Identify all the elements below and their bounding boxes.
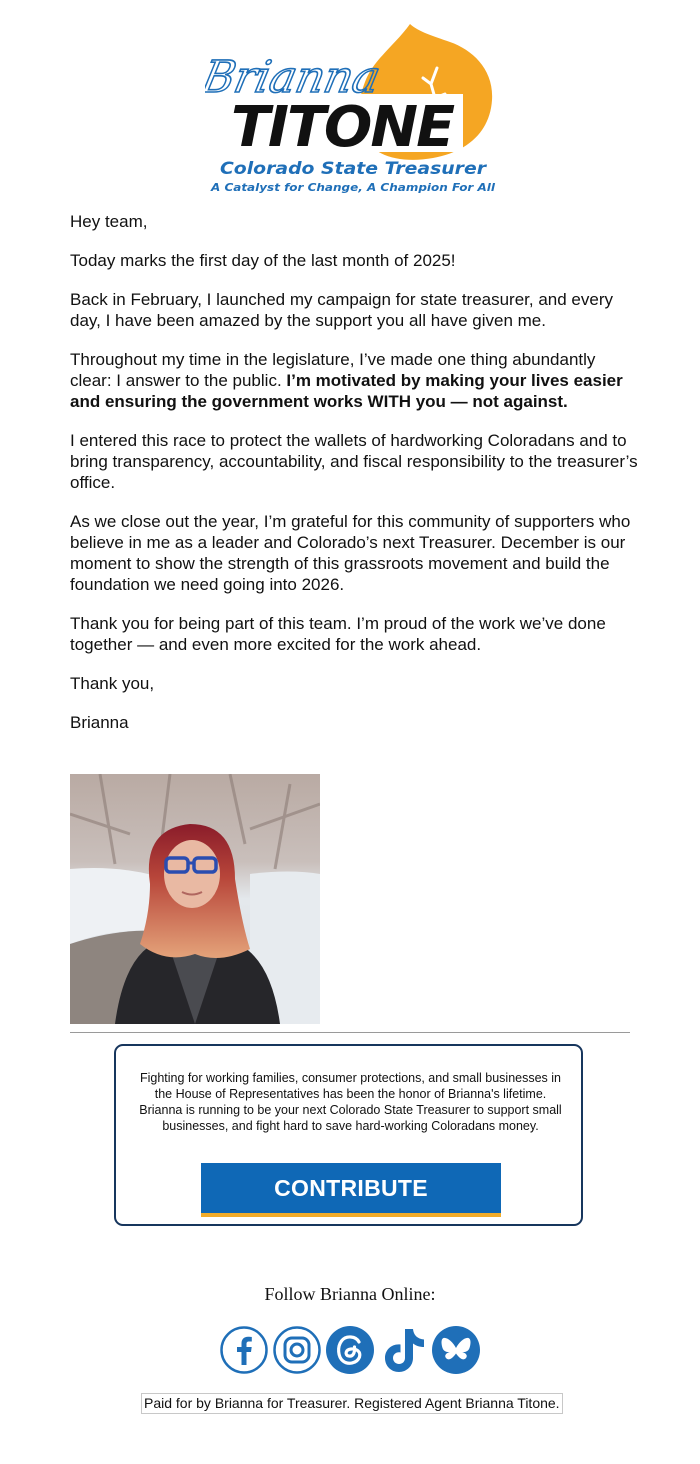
instagram-icon — [272, 1325, 322, 1375]
svg-text:TITONE: TITONE — [231, 95, 455, 160]
paid-for-disclaimer: Paid for by Brianna for Treasurer. Registered Agent Brianna Titone. — [141, 1393, 563, 1414]
paragraph-3 — [70, 349, 640, 412]
facebook-icon — [219, 1325, 269, 1375]
contribute-button[interactable]: CONTRIBUTE — [201, 1163, 501, 1217]
svg-text:Colorado State Treasurer: Colorado State Treasurer — [220, 159, 488, 179]
campaign-logo — [205, 20, 500, 200]
paragraph-6: Thank you for being part of this team. I’m proud of the work we’ve done together — and even more excited for the work ahead. — [70, 614, 606, 654]
bluesky-icon — [431, 1325, 481, 1375]
svg-text:Brianna: Brianna — [205, 52, 385, 103]
follow-heading: Follow Brianna Online: — [264, 1284, 436, 1304]
social-links — [219, 1325, 481, 1375]
signoff: Thank you, — [70, 674, 155, 693]
paragraph-2: Back in February, I launched my campaign for state treasurer, and every day, I have been amazed by the support you all have given me. — [70, 290, 614, 330]
candidate-photo — [70, 774, 320, 1024]
paragraph-1: Today marks the first day of the last month of 2025! — [70, 251, 456, 270]
paragraph-3-text: Throughout my time in the legislature, I’ve made one thing abundantly clear: I answer to the public. — [70, 350, 596, 390]
email-body — [70, 211, 640, 751]
tiktok-icon — [378, 1325, 428, 1375]
greeting: Hey team, — [70, 212, 148, 231]
svg-text:A Catalyst for Change, A Champ: A Catalyst for Change, A Champion For All — [209, 181, 496, 194]
signature: Brianna — [70, 713, 129, 732]
threads-icon — [325, 1325, 375, 1375]
paragraph-3-bold: I’m motivated by making your lives easier and ensuring the government works WITH you — not against. — [70, 371, 623, 411]
section-divider — [70, 1032, 630, 1033]
contribute-panel — [114, 1044, 583, 1226]
tiktok-link[interactable] — [378, 1325, 428, 1375]
facebook-link[interactable] — [219, 1325, 269, 1375]
contribute-description: Fighting for working families, consumer protections, and small businesses in the House of Representatives has been the honor of Brianna's lifetime. Brianna is running to be your next Colorado State Treasurer to support small businesses, and fight hard to save hard-working Coloradans money. — [139, 1071, 562, 1133]
instagram-link[interactable] — [272, 1325, 322, 1375]
threads-link[interactable] — [325, 1325, 375, 1375]
bluesky-link[interactable] — [431, 1325, 481, 1375]
paragraph-4: I entered this race to protect the wallets of hardworking Coloradans and to bring transparency, accountability, and fiscal responsibility to the treasurer’s office. — [70, 431, 638, 492]
paragraph-5: As we close out the year, I’m grateful for this community of supporters who believe in me as a leader and Colorado’s next Treasurer. December is our moment to show the strength of this grassroots movement and build the foundation we need going into 2026. — [70, 512, 631, 594]
